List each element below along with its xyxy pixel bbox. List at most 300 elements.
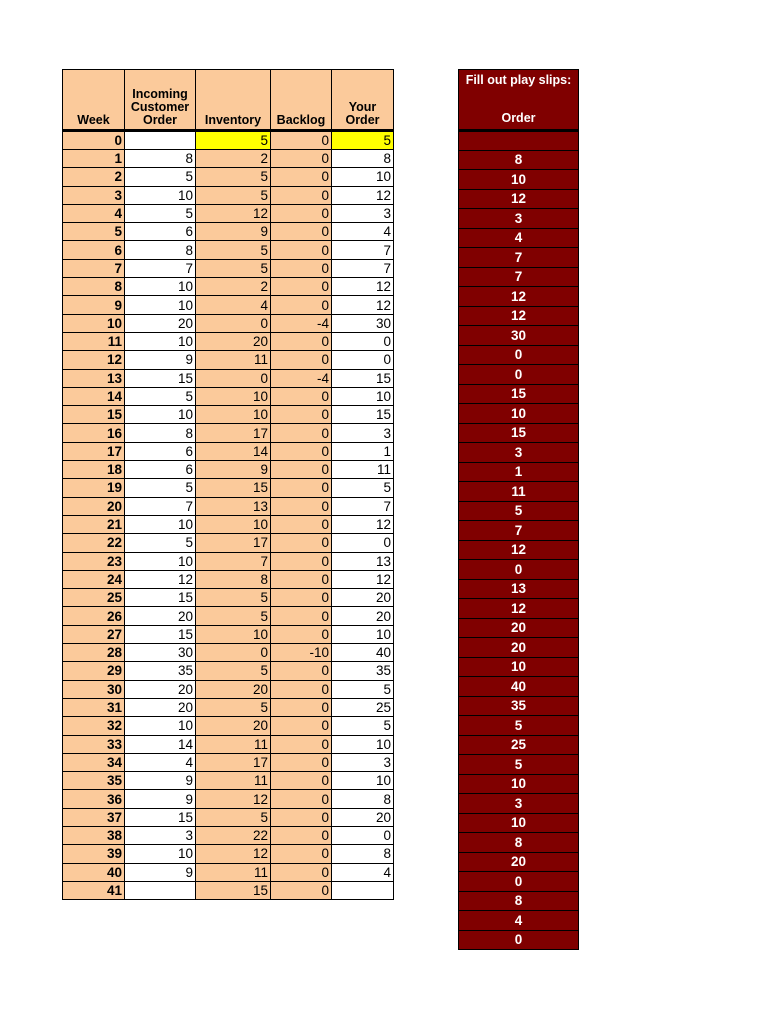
week-cell: 11 (63, 332, 125, 350)
play-slip-row (459, 716, 579, 736)
week-cell: 4 (63, 204, 125, 222)
play-slip-order-cell[interactable]: 10 (459, 774, 579, 794)
backlog-cell: 0 (271, 680, 332, 698)
week-cell: 2 (63, 168, 125, 186)
week-cell: 28 (63, 644, 125, 662)
play-slip-order-cell[interactable]: 4 (459, 228, 579, 248)
table-row (63, 845, 394, 863)
your-order-cell[interactable]: 7 (332, 259, 394, 277)
table-row (63, 826, 394, 844)
your-order-cell[interactable]: 30 (332, 314, 394, 332)
backlog-cell: 0 (271, 790, 332, 808)
table-row (63, 296, 394, 314)
play-slip-order-cell[interactable]: 8 (459, 833, 579, 853)
your-order-cell[interactable]: 20 (332, 808, 394, 826)
customer-order-cell[interactable]: 9 (125, 790, 196, 808)
play-slip-order-cell[interactable]: 5 (459, 755, 579, 775)
play-slip-order-cell[interactable]: 10 (459, 170, 579, 190)
table-row (63, 406, 394, 424)
backlog-cell: 0 (271, 259, 332, 277)
your-order-cell[interactable]: 15 (332, 406, 394, 424)
play-slip-order-cell[interactable]: 20 (459, 638, 579, 658)
your-order-cell[interactable]: 12 (332, 515, 394, 533)
header-row (63, 70, 394, 131)
backlog-cell: 0 (271, 625, 332, 643)
inventory-cell: 0 (196, 369, 271, 387)
play-slip-order-cell[interactable]: 3 (459, 209, 579, 229)
inventory-cell: 17 (196, 753, 271, 771)
inventory-cell: 7 (196, 552, 271, 570)
your-order-cell[interactable]: 10 (332, 772, 394, 790)
inventory-cell: 20 (196, 680, 271, 698)
your-order-cell[interactable]: 12 (332, 570, 394, 588)
play-slip-order-cell[interactable]: 10 (459, 404, 579, 424)
your-order-header-line2: Order (345, 113, 380, 127)
customer-order-header (125, 70, 196, 131)
inventory-cell: 10 (196, 387, 271, 405)
your-order-cell[interactable]: 40 (332, 644, 394, 662)
play-slip-order-cell[interactable]: 10 (459, 813, 579, 833)
your-order-cell[interactable]: 10 (332, 625, 394, 643)
week-cell: 18 (63, 461, 125, 479)
inventory-cell: 11 (196, 351, 271, 369)
customer-order-cell[interactable]: 8 (125, 241, 196, 259)
play-slip-row (459, 521, 579, 541)
backlog-cell: 0 (271, 808, 332, 826)
backlog-cell: 0 (271, 881, 332, 899)
your-order-cell[interactable]: 5 (332, 717, 394, 735)
play-slip-order-cell[interactable]: 20 (459, 618, 579, 638)
table-row (63, 753, 394, 771)
backlog-cell: 0 (271, 607, 332, 625)
play-slip-row (459, 404, 579, 424)
customer-order-cell[interactable]: 15 (125, 808, 196, 826)
your-order-cell[interactable]: 12 (332, 296, 394, 314)
customer-order-cell[interactable]: 10 (125, 186, 196, 204)
play-slip-row (459, 150, 579, 170)
backlog-cell: 0 (271, 332, 332, 350)
week-cell: 15 (63, 406, 125, 424)
your-order-cell[interactable]: 11 (332, 461, 394, 479)
customer-order-cell[interactable]: 5 (125, 534, 196, 552)
play-slip-order-cell[interactable]: 0 (459, 365, 579, 385)
customer-order-cell[interactable]: 5 (125, 204, 196, 222)
play-slip-row (459, 540, 579, 560)
table-row (63, 680, 394, 698)
inventory-cell: 20 (196, 717, 271, 735)
customer-order-cell[interactable]: 7 (125, 497, 196, 515)
backlog-cell: 0 (271, 717, 332, 735)
customer-order-cell[interactable]: 20 (125, 698, 196, 716)
your-order-cell[interactable]: 5 (332, 680, 394, 698)
backlog-cell: 0 (271, 223, 332, 241)
inventory-cell: 5 (196, 698, 271, 716)
week-cell: 27 (63, 625, 125, 643)
customer-order-cell[interactable]: 8 (125, 150, 196, 168)
inventory-cell: 15 (196, 881, 271, 899)
backlog-cell: 0 (271, 168, 332, 186)
week-cell: 33 (63, 735, 125, 753)
backlog-cell: 0 (271, 150, 332, 168)
play-slip-order-cell[interactable]: 0 (459, 930, 579, 950)
play-slip-row (459, 618, 579, 638)
inventory-cell: 4 (196, 296, 271, 314)
play-slip-row (459, 443, 579, 463)
inventory-cell: 5 (196, 662, 271, 680)
backlog-cell: 0 (271, 387, 332, 405)
your-order-cell[interactable]: 1 (332, 442, 394, 460)
table-row (63, 497, 394, 515)
backlog-cell: 0 (271, 479, 332, 497)
your-order-cell[interactable]: 10 (332, 168, 394, 186)
customer-order-cell[interactable]: 10 (125, 406, 196, 424)
week-cell: 21 (63, 515, 125, 533)
backlog-cell: -10 (271, 644, 332, 662)
inventory-cell: 10 (196, 406, 271, 424)
inventory-cell: 5 (196, 607, 271, 625)
backlog-cell: 0 (271, 845, 332, 863)
play-slip-order-cell[interactable]: 30 (459, 326, 579, 346)
inventory-cell: 10 (196, 515, 271, 533)
play-slip-order-cell[interactable]: 13 (459, 579, 579, 599)
play-slip-order-cell[interactable]: 1 (459, 462, 579, 482)
customer-order-cell[interactable]: 9 (125, 772, 196, 790)
play-slips-title-row (459, 70, 579, 90)
week-cell: 38 (63, 826, 125, 844)
customer-order-cell[interactable]: 14 (125, 735, 196, 753)
table-body (63, 131, 394, 900)
week-cell: 41 (63, 881, 125, 899)
table-row (63, 204, 394, 222)
week-cell: 1 (63, 150, 125, 168)
week-cell: 26 (63, 607, 125, 625)
week-cell: 12 (63, 351, 125, 369)
inventory-cell: 0 (196, 314, 271, 332)
inventory-cell: 5 (196, 131, 271, 150)
backlog-cell: 0 (271, 461, 332, 479)
table-row (63, 790, 394, 808)
customer-order-cell[interactable]: 10 (125, 515, 196, 533)
your-order-cell[interactable]: 3 (332, 753, 394, 771)
inventory-cell: 15 (196, 479, 271, 497)
week-cell: 30 (63, 680, 125, 698)
customer-order-cell[interactable]: 15 (125, 589, 196, 607)
week-cell: 5 (63, 223, 125, 241)
play-slip-row (459, 462, 579, 482)
table-row (63, 259, 394, 277)
your-order-cell[interactable] (332, 881, 394, 899)
play-slips-body (459, 131, 579, 950)
backlog-cell: 0 (271, 826, 332, 844)
customer-order-cell[interactable]: 12 (125, 570, 196, 588)
your-order-cell[interactable]: 7 (332, 241, 394, 259)
your-order-cell[interactable]: 7 (332, 497, 394, 515)
backlog-cell: 0 (271, 735, 332, 753)
customer-order-cell[interactable]: 20 (125, 680, 196, 698)
backlog-cell: -4 (271, 314, 332, 332)
play-slip-row (459, 638, 579, 658)
play-slip-order-cell[interactable]: 12 (459, 287, 579, 307)
play-slip-row (459, 326, 579, 346)
backlog-cell: 0 (271, 662, 332, 680)
table-row (63, 314, 394, 332)
week-cell: 37 (63, 808, 125, 826)
play-slip-order-cell[interactable] (459, 131, 579, 151)
play-slip-row (459, 384, 579, 404)
week-cell: 34 (63, 753, 125, 771)
backlog-cell: 0 (271, 570, 332, 588)
backlog-header: Backlog (271, 70, 332, 131)
play-slip-order-cell[interactable]: 4 (459, 911, 579, 931)
table-row (63, 168, 394, 186)
your-order-cell[interactable]: 5 (332, 479, 394, 497)
play-slip-order-cell[interactable]: 0 (459, 345, 579, 365)
inventory-cell: 11 (196, 772, 271, 790)
table-row (63, 735, 394, 753)
customer-order-cell[interactable]: 6 (125, 223, 196, 241)
customer-order-cell[interactable] (125, 131, 196, 150)
play-slip-order-cell[interactable]: 12 (459, 189, 579, 209)
week-cell: 16 (63, 424, 125, 442)
play-slip-row (459, 579, 579, 599)
customer-order-cell[interactable]: 35 (125, 662, 196, 680)
play-slip-order-cell[interactable]: 3 (459, 794, 579, 814)
your-order-cell[interactable]: 15 (332, 369, 394, 387)
table-row (63, 607, 394, 625)
week-header: Week (63, 70, 125, 131)
customer-order-cell[interactable]: 10 (125, 278, 196, 296)
table-row (63, 698, 394, 716)
week-cell: 24 (63, 570, 125, 588)
play-slip-order-cell[interactable]: 12 (459, 540, 579, 560)
play-slip-order-cell[interactable]: 12 (459, 599, 579, 619)
your-order-cell[interactable]: 13 (332, 552, 394, 570)
play-slip-row (459, 657, 579, 677)
play-slip-order-cell[interactable]: 0 (459, 872, 579, 892)
backlog-cell: 0 (271, 278, 332, 296)
play-slip-order-cell[interactable]: 5 (459, 501, 579, 521)
your-order-cell[interactable]: 4 (332, 223, 394, 241)
your-order-cell[interactable]: 20 (332, 607, 394, 625)
play-slip-row (459, 287, 579, 307)
customer-order-cell[interactable]: 10 (125, 717, 196, 735)
play-slip-row (459, 911, 579, 931)
your-order-cell[interactable]: 4 (332, 863, 394, 881)
play-slip-order-cell[interactable]: 15 (459, 423, 579, 443)
inventory-cell: 9 (196, 223, 271, 241)
table-row (63, 332, 394, 350)
your-order-cell[interactable]: 0 (332, 351, 394, 369)
inventory-cell: 5 (196, 241, 271, 259)
backlog-cell: 0 (271, 131, 332, 150)
customer-order-cell[interactable] (125, 881, 196, 899)
your-order-cell[interactable]: 25 (332, 698, 394, 716)
play-slip-order-cell[interactable]: 15 (459, 384, 579, 404)
customer-order-cell[interactable]: 30 (125, 644, 196, 662)
play-slip-order-cell[interactable]: 40 (459, 677, 579, 697)
week-cell: 9 (63, 296, 125, 314)
inventory-cell: 5 (196, 259, 271, 277)
your-order-cell[interactable]: 0 (332, 332, 394, 350)
play-slip-row (459, 501, 579, 521)
play-slips-title: Fill out play slips: (459, 70, 579, 90)
your-order-cell[interactable]: 8 (332, 150, 394, 168)
table-row (63, 369, 394, 387)
customer-order-cell[interactable]: 9 (125, 863, 196, 881)
inventory-cell: 14 (196, 442, 271, 460)
inventory-cell: 17 (196, 424, 271, 442)
play-slip-order-cell[interactable]: 8 (459, 891, 579, 911)
inventory-cell: 22 (196, 826, 271, 844)
play-slip-row (459, 423, 579, 443)
backlog-cell: 0 (271, 497, 332, 515)
customer-order-cell[interactable]: 10 (125, 332, 196, 350)
your-order-cell[interactable]: 8 (332, 790, 394, 808)
week-cell: 29 (63, 662, 125, 680)
your-order-cell[interactable]: 10 (332, 387, 394, 405)
customer-order-cell[interactable]: 7 (125, 259, 196, 277)
customer-order-cell[interactable]: 15 (125, 625, 196, 643)
customer-order-cell[interactable]: 6 (125, 461, 196, 479)
play-slip-row (459, 891, 579, 911)
week-cell: 19 (63, 479, 125, 497)
play-slip-row (459, 209, 579, 229)
table-row (63, 442, 394, 460)
week-cell: 36 (63, 790, 125, 808)
play-slip-order-cell[interactable]: 7 (459, 248, 579, 268)
inventory-cell: 10 (196, 625, 271, 643)
inventory-cell: 8 (196, 570, 271, 588)
your-order-cell[interactable]: 35 (332, 662, 394, 680)
customer-order-header-line3: Order (142, 113, 178, 127)
inventory-cell: 2 (196, 278, 271, 296)
play-slip-row (459, 677, 579, 697)
customer-order-cell[interactable]: 15 (125, 369, 196, 387)
inventory-cell: 9 (196, 461, 271, 479)
week-cell: 13 (63, 369, 125, 387)
customer-order-cell[interactable]: 5 (125, 168, 196, 186)
backlog-cell: 0 (271, 186, 332, 204)
table-row (63, 534, 394, 552)
week-cell: 6 (63, 241, 125, 259)
backlog-cell: 0 (271, 204, 332, 222)
table-row (63, 186, 394, 204)
inventory-cell: 17 (196, 534, 271, 552)
customer-order-cell[interactable]: 10 (125, 845, 196, 863)
your-order-cell[interactable]: 0 (332, 826, 394, 844)
play-slip-order-cell[interactable]: 11 (459, 482, 579, 502)
inventory-cell: 11 (196, 735, 271, 753)
play-slip-order-cell[interactable]: 0 (459, 560, 579, 580)
customer-order-cell[interactable]: 5 (125, 387, 196, 405)
play-slip-row (459, 930, 579, 950)
your-order-cell[interactable]: 3 (332, 204, 394, 222)
table-row (63, 424, 394, 442)
play-slip-row (459, 560, 579, 580)
your-order-cell[interactable]: 12 (332, 278, 394, 296)
backlog-cell: 0 (271, 406, 332, 424)
customer-order-cell[interactable]: 6 (125, 442, 196, 460)
play-slip-row (459, 599, 579, 619)
customer-order-header-line1: Incoming (132, 87, 188, 101)
week-cell: 39 (63, 845, 125, 863)
play-slip-order-cell[interactable]: 20 (459, 852, 579, 872)
table-row (63, 808, 394, 826)
customer-order-cell[interactable]: 5 (125, 479, 196, 497)
play-slip-row (459, 813, 579, 833)
customer-order-cell[interactable]: 20 (125, 607, 196, 625)
week-cell: 17 (63, 442, 125, 460)
play-slip-order-cell[interactable]: 7 (459, 521, 579, 541)
your-order-header-line1: Your (348, 100, 377, 114)
your-order-cell[interactable]: 20 (332, 589, 394, 607)
play-slip-order-cell[interactable]: 35 (459, 696, 579, 716)
table-row (63, 717, 394, 735)
customer-order-cell[interactable]: 10 (125, 552, 196, 570)
play-slip-row (459, 306, 579, 326)
your-order-cell[interactable]: 10 (332, 735, 394, 753)
play-slip-order-cell[interactable]: 12 (459, 306, 579, 326)
beer-game-table (62, 69, 394, 900)
table-row (63, 278, 394, 296)
backlog-cell: 0 (271, 698, 332, 716)
your-order-cell[interactable]: 5 (332, 131, 394, 150)
table-row (63, 241, 394, 259)
play-slip-order-cell[interactable]: 5 (459, 716, 579, 736)
table-row (63, 515, 394, 533)
backlog-cell: 0 (271, 863, 332, 881)
week-cell: 35 (63, 772, 125, 790)
play-slip-order-cell[interactable]: 3 (459, 443, 579, 463)
your-order-cell[interactable]: 3 (332, 424, 394, 442)
table-row (63, 570, 394, 588)
inventory-cell: 20 (196, 332, 271, 350)
play-slip-row (459, 345, 579, 365)
week-cell: 20 (63, 497, 125, 515)
play-slip-row (459, 794, 579, 814)
play-slip-row (459, 365, 579, 385)
backlog-cell: 0 (271, 753, 332, 771)
table-row (63, 479, 394, 497)
week-cell: 31 (63, 698, 125, 716)
customer-order-cell[interactable]: 10 (125, 296, 196, 314)
play-slip-row (459, 228, 579, 248)
customer-order-cell[interactable]: 8 (125, 424, 196, 442)
your-order-cell[interactable]: 0 (332, 534, 394, 552)
inventory-cell: 12 (196, 790, 271, 808)
customer-order-cell[interactable]: 9 (125, 351, 196, 369)
table-row (63, 772, 394, 790)
customer-order-cell[interactable]: 20 (125, 314, 196, 332)
play-slip-order-cell[interactable]: 25 (459, 735, 579, 755)
play-slip-row (459, 170, 579, 190)
inventory-cell: 0 (196, 644, 271, 662)
play-slips-header-row (459, 90, 579, 131)
play-slip-row (459, 774, 579, 794)
play-slip-order-cell[interactable]: 10 (459, 657, 579, 677)
play-slip-order-cell[interactable]: 7 (459, 267, 579, 287)
play-slip-row (459, 735, 579, 755)
your-order-cell[interactable]: 8 (332, 845, 394, 863)
backlog-cell: 0 (271, 552, 332, 570)
backlog-cell: 0 (271, 241, 332, 259)
play-slip-order-cell[interactable]: 8 (459, 150, 579, 170)
week-cell: 0 (63, 131, 125, 150)
your-order-cell[interactable]: 12 (332, 186, 394, 204)
week-cell: 14 (63, 387, 125, 405)
customer-order-cell[interactable]: 3 (125, 826, 196, 844)
customer-order-cell[interactable]: 4 (125, 753, 196, 771)
